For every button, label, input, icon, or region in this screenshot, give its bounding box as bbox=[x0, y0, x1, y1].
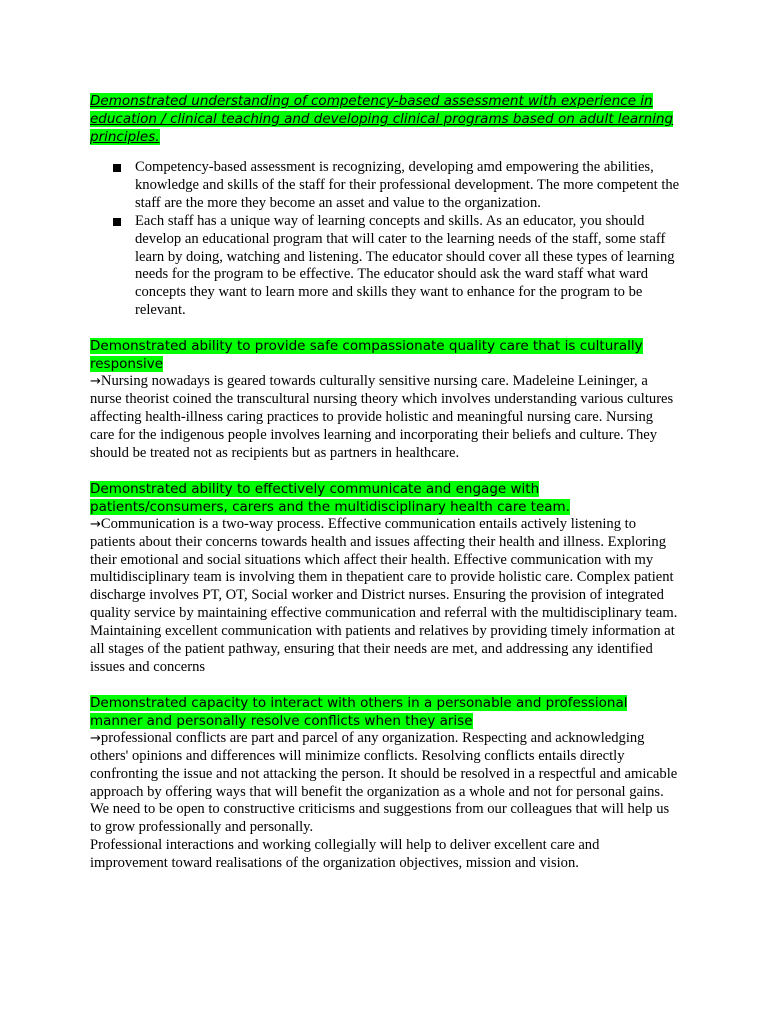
list-item-text: Competency-based assessment is recognizing, developing amd empowering the abilities, knowledge and skills of the staff for their professional development. The more competent the staff are the more they become an asset and value to the organization. bbox=[135, 159, 680, 211]
square-bullet-icon bbox=[113, 164, 121, 172]
paragraph bbox=[90, 837, 680, 873]
paragraph-text: Professional interactions and working collegially will help to deliver excellent care and improvement toward realisations of the organization objectives, mission and vision. bbox=[90, 837, 600, 872]
list-item-text: Each staff has a unique way of learning concepts and skills. As an educator, you should develop an educational program that will cater to the learning needs of the staff, some staff learn by doing, watching and listening. The educator should cover all these types of learning needs for the program to be effective. The educator should ask the ward staff what ward concepts they want to learn more and skills they want to enhance for the program to be relevant. bbox=[135, 212, 675, 319]
paragraph-text: Maintaining excellent communication with patients and relatives by providing timely information at all stages of the patient pathway, ensuring that their needs are met, and addressing any identified issues and concerns bbox=[90, 623, 675, 675]
document-page bbox=[90, 92, 680, 873]
highlighted-heading-text: Demonstrated capacity to interact with others in a personable and professional manner and personally resolve conflicts when they arise bbox=[90, 694, 628, 729]
paragraph bbox=[90, 373, 680, 463]
section-communication bbox=[90, 480, 680, 677]
list-item bbox=[90, 159, 680, 213]
highlighted-heading-text: Demonstrated understanding of competency-based assessment with experience in education / clinical teaching and developing clinical programs based on adult learning principles. bbox=[90, 93, 674, 145]
right-arrow-icon: → bbox=[90, 730, 101, 746]
paragraph-text: We need to be open to constructive criticisms and suggestions from our colleagues that will help us to grow professionally and personally. bbox=[90, 801, 670, 836]
paragraph bbox=[90, 730, 680, 802]
highlighted-heading-text: Demonstrated ability to effectively communicate and engage with patients/consumers, carers and the multidisciplinary health care team. bbox=[90, 480, 570, 515]
paragraph bbox=[90, 623, 680, 677]
section-cultural-care bbox=[90, 337, 680, 463]
section-conflict-resolution bbox=[90, 694, 680, 873]
paragraph-text: Nursing nowadays is geared towards culturally sensitive nursing care. Madeleine Leininger, a nurse theorist coined the transcultural nursing theory which involves understanding various cultures affecting health-illness caring practices to provide holistic and meaningful nursing care. Nursing care for the indigenous people involves learning and incorporating their beliefs and culture. They should be treated not as recipients but as partners in healthcare. bbox=[90, 373, 674, 461]
right-arrow-icon: → bbox=[90, 516, 101, 532]
paragraph-text: Communication is a two-way process. Effective communication entails actively listening to patients about their concerns towards health and issues affecting their health and illness. Exploring their emotional and social situations which affect their health. Effective communication with my multidisciplinary team is involving them in thepatient care to provide holistic care. Complex patient discharge involves PT, OT, Social worker and District nurses. Ensuring the provision of integrated quality service by maintaining effective communication and referral with the multidisciplinary team. bbox=[90, 515, 678, 622]
paragraph bbox=[90, 801, 680, 837]
section-heading bbox=[90, 92, 680, 146]
square-bullet-icon bbox=[113, 218, 121, 226]
list-item bbox=[90, 213, 680, 320]
section-competency bbox=[90, 92, 680, 320]
paragraph bbox=[90, 516, 680, 623]
section-heading bbox=[90, 337, 680, 373]
highlighted-heading-text: Demonstrated ability to provide safe compassionate quality care that is culturally responsive bbox=[90, 338, 643, 373]
section-heading bbox=[90, 480, 680, 516]
bullet-list bbox=[90, 159, 680, 320]
right-arrow-icon: → bbox=[90, 374, 101, 390]
section-heading bbox=[90, 694, 680, 730]
paragraph-text: professional conflicts are part and parcel of any organization. Respecting and acknowledging others' opinions and differences will minimize conflicts. Resolving conflicts entails directly confronting the issue and not attacking the person. It should be resolved in a respectful and amicable approach by offering ways that will benefit the organization as a whole and not for personal gains. bbox=[90, 729, 678, 800]
